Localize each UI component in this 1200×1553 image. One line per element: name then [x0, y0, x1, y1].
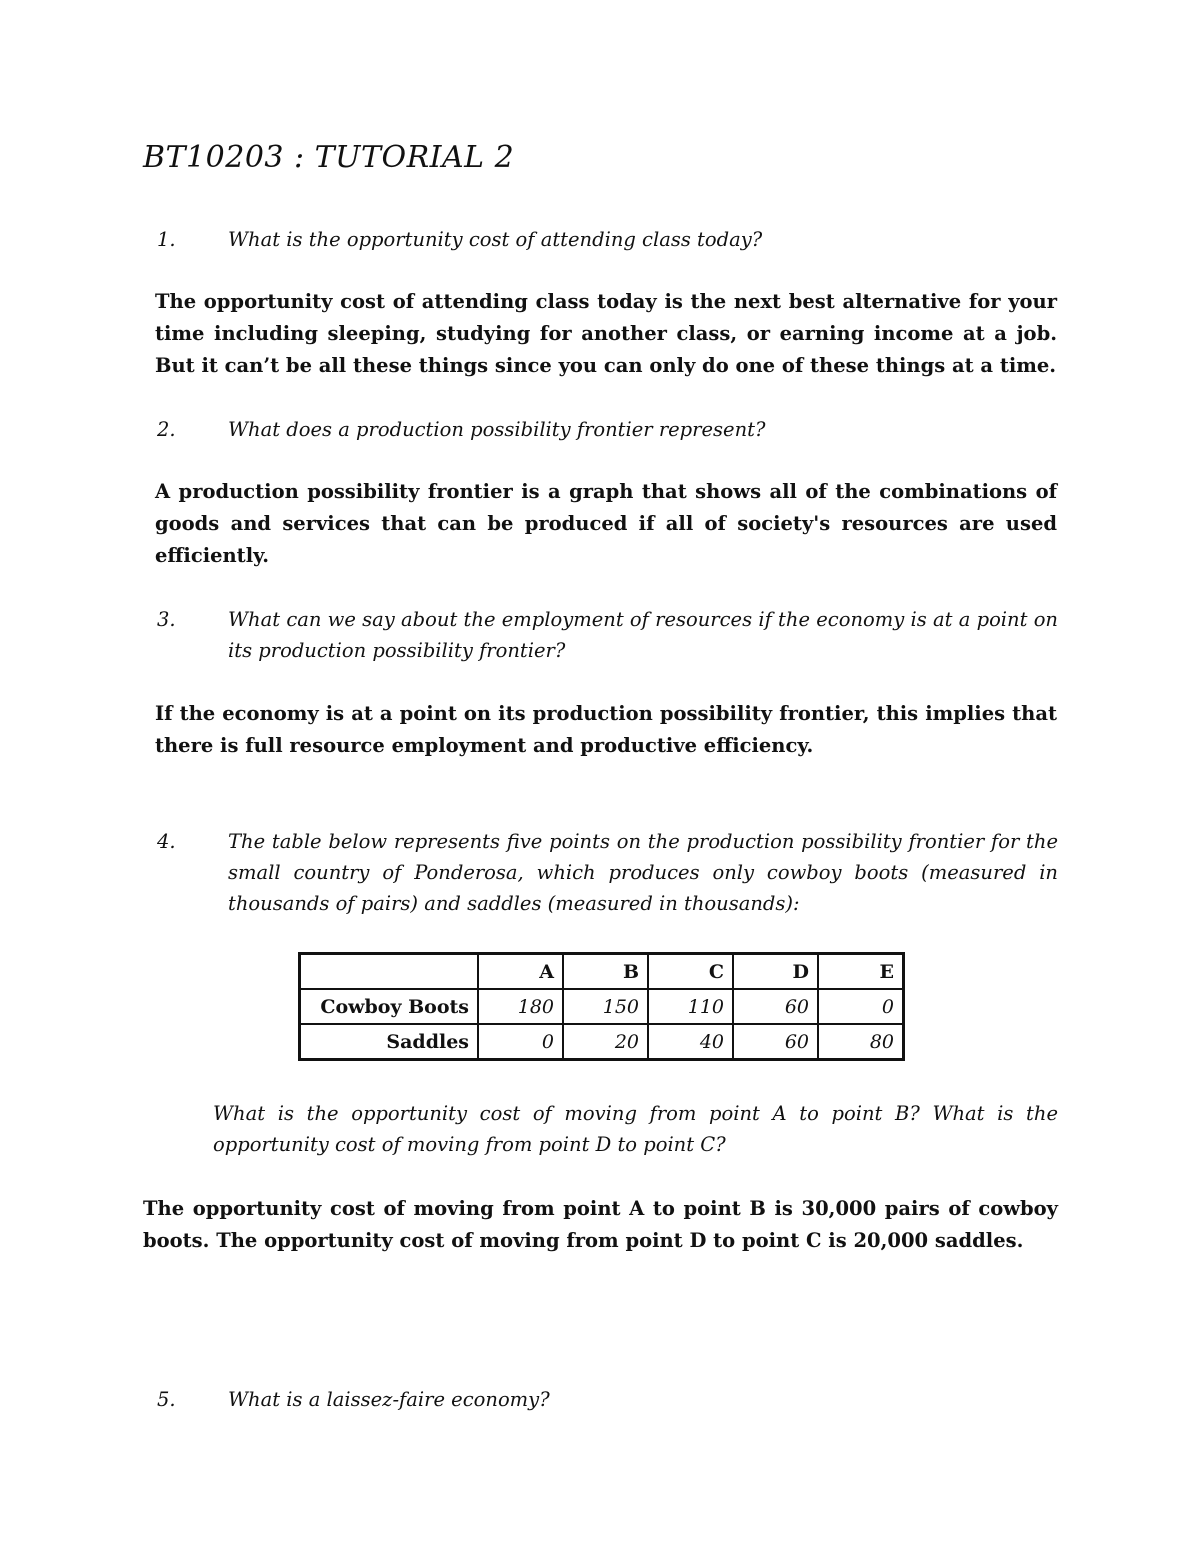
table-header-cell: E [818, 954, 904, 990]
answer-2: A production possibility frontier is a graph that shows all of the combinations of goods and services that can be produced if all of society's resources are used efficiently. [155, 480, 1057, 567]
page-title: BT10203 : TUTORIAL 2 [143, 140, 515, 175]
question-4-text: The table below represents five points on the production possibility frontier for the small country of Ponderosa, which produces only cowboy boots (measured in thousands of pairs) and saddles (measured in thousands): [228, 830, 1058, 915]
table-cell: 180 [478, 989, 563, 1024]
table-header-cell: A [478, 954, 563, 990]
question-3-number: 3. [157, 608, 176, 631]
table-cell: 150 [563, 989, 648, 1024]
question-5 [143, 1384, 1058, 1415]
table-cell: 0 [818, 989, 904, 1024]
table-cell: 0 [478, 1024, 563, 1060]
table-row-label: Cowboy Boots [300, 989, 479, 1024]
table-cell: 110 [648, 989, 733, 1024]
question-3 [143, 604, 1058, 666]
table-row [300, 1024, 904, 1060]
question-2 [143, 414, 1058, 445]
table-cell: 20 [563, 1024, 648, 1060]
table-cell: 80 [818, 1024, 904, 1060]
table-cell: 40 [648, 1024, 733, 1060]
question-1 [143, 224, 1058, 255]
question-4 [143, 826, 1058, 919]
question-5-number: 5. [157, 1388, 176, 1411]
question-2-text: What does a production possibility frontier represent? [228, 418, 766, 441]
answer-4: The opportunity cost of moving from point A to point B is 30,000 pairs of cowboy boots. The opportunity cost of moving from point D to point C is 20,000 saddles. [143, 1197, 1058, 1252]
table-cell: 60 [733, 1024, 818, 1060]
question-4-sub-question: What is the opportunity cost of moving from point A to point B? What is the opportunity cost of moving from point D to point C? [213, 1102, 1058, 1156]
table-header-cell: D [733, 954, 818, 990]
question-1-text: What is the opportunity cost of attending class today? [228, 228, 763, 251]
table-row-label: Saddles [300, 1024, 479, 1060]
production-possibility-table [298, 952, 905, 1061]
answer-3: If the economy is at a point on its production possibility frontier, this implies that there is full resource employment and productive efficiency. [155, 702, 1057, 757]
question-3-text: What can we say about the employment of resources if the economy is at a point on its production possibility frontier? [228, 608, 1058, 662]
table-corner-cell [300, 954, 479, 990]
question-1-number: 1. [157, 228, 176, 251]
answer-1: The opportunity cost of attending class today is the next best alternative for your time including sleeping, studying for another class, or earning income at a job. But it can’t be all these things since you can only do one of these things at a time. [155, 290, 1057, 377]
question-5-text: What is a laissez-faire economy? [228, 1388, 550, 1411]
table-cell: 60 [733, 989, 818, 1024]
table-header-row [300, 954, 904, 990]
table-row [300, 989, 904, 1024]
question-4-number: 4. [157, 830, 176, 853]
question-2-number: 2. [157, 418, 176, 441]
table-header-cell: C [648, 954, 733, 990]
table-header-cell: B [563, 954, 648, 990]
